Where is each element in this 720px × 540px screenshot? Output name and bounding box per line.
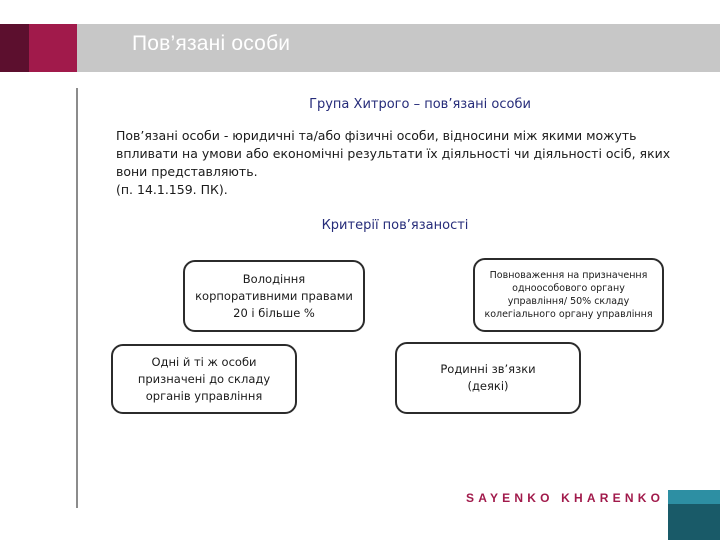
- corner-accent-top: [668, 490, 720, 504]
- criterion-authority-box: [473, 258, 664, 332]
- criterion-same-persons-text: Одні й ті ж особи призначені до складу органів управління: [137, 354, 271, 403]
- criterion-family-text: Родинні зв’язки (деякі): [440, 362, 536, 393]
- slide-subtitle: Група Хитрого – пов’язані особи: [309, 97, 531, 112]
- criterion-authority-text: Повноваження на призначення одноособового органу управління/ 50% складу колегіального органу управління: [484, 270, 653, 320]
- brand-logo-text: SAYENKO KHARENKO: [466, 491, 665, 505]
- corner-accent-bottom: [668, 504, 720, 540]
- criterion-same-persons-box: [111, 344, 297, 414]
- definition-reference: (п. 14.1.159. ПК).: [116, 182, 228, 197]
- criteria-heading: Критерії пов’язаності: [321, 218, 469, 233]
- criterion-ownership-text: Володіння корпоративними правами 20 і більше %: [195, 271, 353, 320]
- definition-term: Пов’язані особи: [116, 128, 220, 143]
- definition-paragraph: [116, 127, 696, 199]
- left-divider: [76, 88, 78, 508]
- page-title: Пов’язані особи: [132, 32, 291, 55]
- definition-text: - юридичні та/або фізичні особи, відносини між якими можуть впливати на умови або економічні результати їх діяльності чи діяльності осіб, яких вони представляють.: [116, 128, 671, 179]
- header-accent-block: [29, 24, 77, 72]
- header-dark-block: [0, 24, 29, 72]
- criterion-ownership-box: [183, 260, 365, 332]
- criterion-family-box: [395, 342, 581, 414]
